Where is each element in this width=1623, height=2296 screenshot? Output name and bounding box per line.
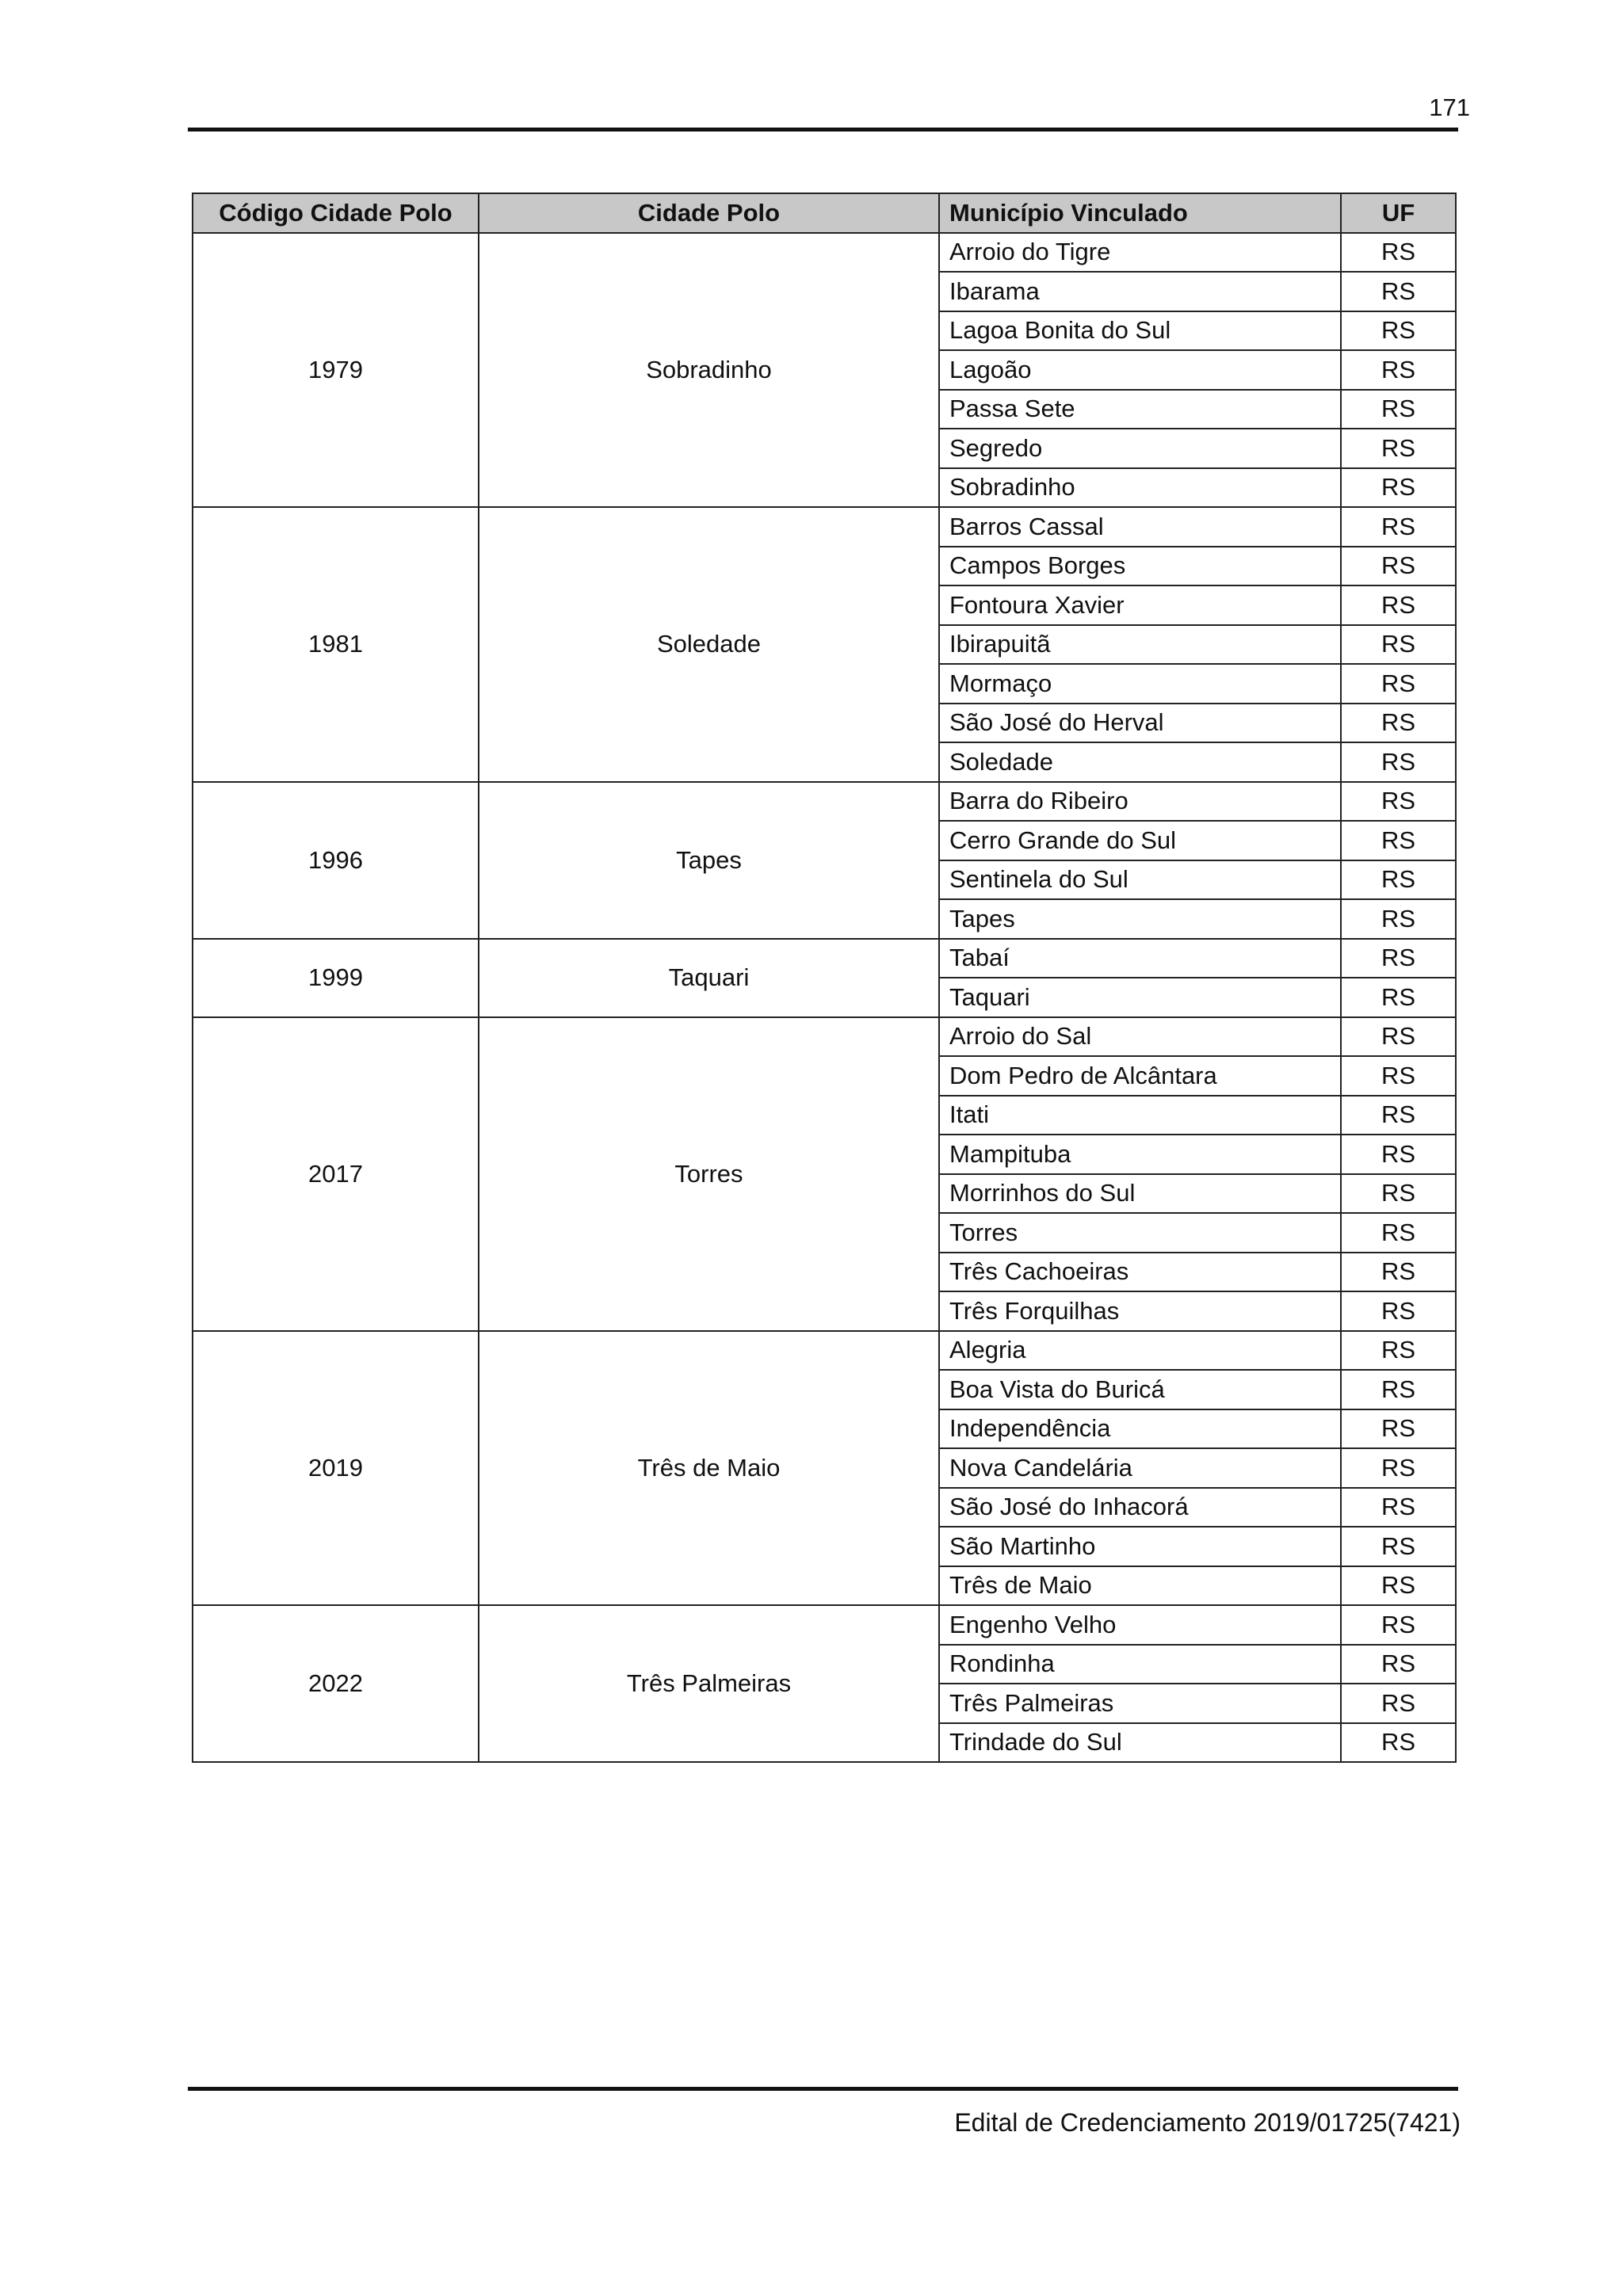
uf-cell: RS — [1341, 1253, 1456, 1292]
municipio-vinculado-cell: São José do Inhacorá — [939, 1488, 1341, 1527]
cidade-polo-cell: Soledade — [479, 507, 939, 782]
municipio-vinculado-cell: Trindade do Sul — [939, 1723, 1341, 1763]
codigo-cidade-polo-cell: 1981 — [193, 507, 479, 782]
municipio-vinculado-cell: Ibirapuitã — [939, 625, 1341, 665]
uf-cell: RS — [1341, 1566, 1456, 1606]
header-cidade-polo: Cidade Polo — [479, 193, 939, 233]
municipio-vinculado-cell: Três Forquilhas — [939, 1291, 1341, 1331]
uf-cell: RS — [1341, 1409, 1456, 1449]
municipio-vinculado-cell: Itati — [939, 1096, 1341, 1135]
municipio-vinculado-cell: São Martinho — [939, 1527, 1341, 1566]
uf-cell: RS — [1341, 468, 1456, 508]
municipio-vinculado-cell: São José do Herval — [939, 704, 1341, 743]
municipio-vinculado-cell: Fontoura Xavier — [939, 585, 1341, 625]
uf-cell: RS — [1341, 1056, 1456, 1096]
uf-cell: RS — [1341, 233, 1456, 273]
uf-cell: RS — [1341, 1723, 1456, 1763]
municipio-vinculado-cell: Nova Candelária — [939, 1448, 1341, 1488]
uf-cell: RS — [1341, 742, 1456, 782]
table-row — [193, 1605, 1456, 1645]
header-uf: UF — [1341, 193, 1456, 233]
uf-cell: RS — [1341, 547, 1456, 586]
municipio-vinculado-cell: Três Cachoeiras — [939, 1253, 1341, 1292]
uf-cell: RS — [1341, 390, 1456, 429]
municipio-vinculado-cell: Arroio do Tigre — [939, 233, 1341, 273]
codigo-cidade-polo-cell: 1999 — [193, 939, 479, 1017]
uf-cell: RS — [1341, 704, 1456, 743]
municipio-vinculado-cell: Alegria — [939, 1331, 1341, 1371]
table-body — [193, 233, 1456, 1763]
uf-cell: RS — [1341, 664, 1456, 704]
municipio-vinculado-cell: Tapes — [939, 899, 1341, 939]
uf-cell: RS — [1341, 899, 1456, 939]
municipio-vinculado-cell: Tabaí — [939, 939, 1341, 978]
uf-cell: RS — [1341, 1370, 1456, 1409]
municipio-vinculado-cell: Campos Borges — [939, 547, 1341, 586]
municipio-vinculado-cell: Engenho Velho — [939, 1605, 1341, 1645]
uf-cell: RS — [1341, 350, 1456, 390]
uf-cell: RS — [1341, 1331, 1456, 1371]
uf-cell: RS — [1341, 585, 1456, 625]
uf-cell: RS — [1341, 625, 1456, 665]
uf-cell: RS — [1341, 429, 1456, 468]
municipio-vinculado-cell: Rondinha — [939, 1645, 1341, 1684]
uf-cell: RS — [1341, 1291, 1456, 1331]
cidade-polo-cell: Três de Maio — [479, 1331, 939, 1606]
uf-cell: RS — [1341, 272, 1456, 311]
page-number: 171 — [1429, 93, 1470, 121]
uf-cell: RS — [1341, 1488, 1456, 1527]
municipio-vinculado-cell: Passa Sete — [939, 390, 1341, 429]
table-row — [193, 939, 1456, 978]
codigo-cidade-polo-cell: 1979 — [193, 233, 479, 508]
uf-cell: RS — [1341, 1213, 1456, 1253]
cidade-polo-cell: Torres — [479, 1017, 939, 1331]
uf-cell: RS — [1341, 821, 1456, 860]
table-row — [193, 782, 1456, 822]
municipio-vinculado-cell: Segredo — [939, 429, 1341, 468]
uf-cell: RS — [1341, 860, 1456, 900]
municipio-vinculado-cell: Três Palmeiras — [939, 1684, 1341, 1723]
codigo-cidade-polo-cell: 2022 — [193, 1605, 479, 1762]
cidade-polo-cell: Sobradinho — [479, 233, 939, 508]
uf-cell: RS — [1341, 1684, 1456, 1723]
municipio-vinculado-cell: Três de Maio — [939, 1566, 1341, 1606]
municipio-vinculado-cell: Lagoão — [939, 350, 1341, 390]
municipio-vinculado-cell: Dom Pedro de Alcântara — [939, 1056, 1341, 1096]
table-row — [193, 233, 1456, 273]
uf-cell: RS — [1341, 1527, 1456, 1566]
header-codigo-cidade-polo: Código Cidade Polo — [193, 193, 479, 233]
uf-cell: RS — [1341, 1096, 1456, 1135]
municipio-vinculado-cell: Barra do Ribeiro — [939, 782, 1341, 822]
table-row — [193, 507, 1456, 547]
municipio-vinculado-cell: Taquari — [939, 978, 1341, 1017]
uf-cell: RS — [1341, 1645, 1456, 1684]
municipio-vinculado-cell: Mampituba — [939, 1135, 1341, 1174]
municipio-vinculado-cell: Morrinhos do Sul — [939, 1174, 1341, 1214]
municipio-vinculado-cell: Sobradinho — [939, 468, 1341, 508]
table-row — [193, 1331, 1456, 1371]
footer-rule — [188, 2087, 1458, 2091]
municipio-vinculado-cell: Arroio do Sal — [939, 1017, 1341, 1057]
municipio-vinculado-cell: Torres — [939, 1213, 1341, 1253]
uf-cell: RS — [1341, 1135, 1456, 1174]
uf-cell: RS — [1341, 1017, 1456, 1057]
municipio-vinculado-cell: Cerro Grande do Sul — [939, 821, 1341, 860]
municipio-vinculado-cell: Boa Vista do Buricá — [939, 1370, 1341, 1409]
codigo-cidade-polo-cell: 2017 — [193, 1017, 479, 1331]
polo-table — [192, 193, 1457, 1763]
cidade-polo-cell: Três Palmeiras — [479, 1605, 939, 1762]
uf-cell: RS — [1341, 1174, 1456, 1214]
uf-cell: RS — [1341, 507, 1456, 547]
header-rule — [188, 128, 1458, 132]
header-municipio-vinculado: Município Vinculado — [939, 193, 1341, 233]
table-row — [193, 1017, 1456, 1057]
table-header-row — [193, 193, 1456, 233]
cidade-polo-cell: Taquari — [479, 939, 939, 1017]
uf-cell: RS — [1341, 978, 1456, 1017]
municipio-vinculado-cell: Lagoa Bonita do Sul — [939, 311, 1341, 351]
municipio-vinculado-cell: Barros Cassal — [939, 507, 1341, 547]
municipio-vinculado-cell: Independência — [939, 1409, 1341, 1449]
uf-cell: RS — [1341, 1448, 1456, 1488]
municipio-vinculado-cell: Ibarama — [939, 272, 1341, 311]
uf-cell: RS — [1341, 1605, 1456, 1645]
municipio-vinculado-cell: Soledade — [939, 742, 1341, 782]
uf-cell: RS — [1341, 782, 1456, 822]
uf-cell: RS — [1341, 311, 1456, 351]
municipio-vinculado-cell: Mormaço — [939, 664, 1341, 704]
codigo-cidade-polo-cell: 2019 — [193, 1331, 479, 1606]
cidade-polo-cell: Tapes — [479, 782, 939, 939]
footer-text: Edital de Credenciamento 2019/01725(7421) — [954, 2108, 1461, 2137]
municipio-vinculado-cell: Sentinela do Sul — [939, 860, 1341, 900]
uf-cell: RS — [1341, 939, 1456, 978]
codigo-cidade-polo-cell: 1996 — [193, 782, 479, 939]
